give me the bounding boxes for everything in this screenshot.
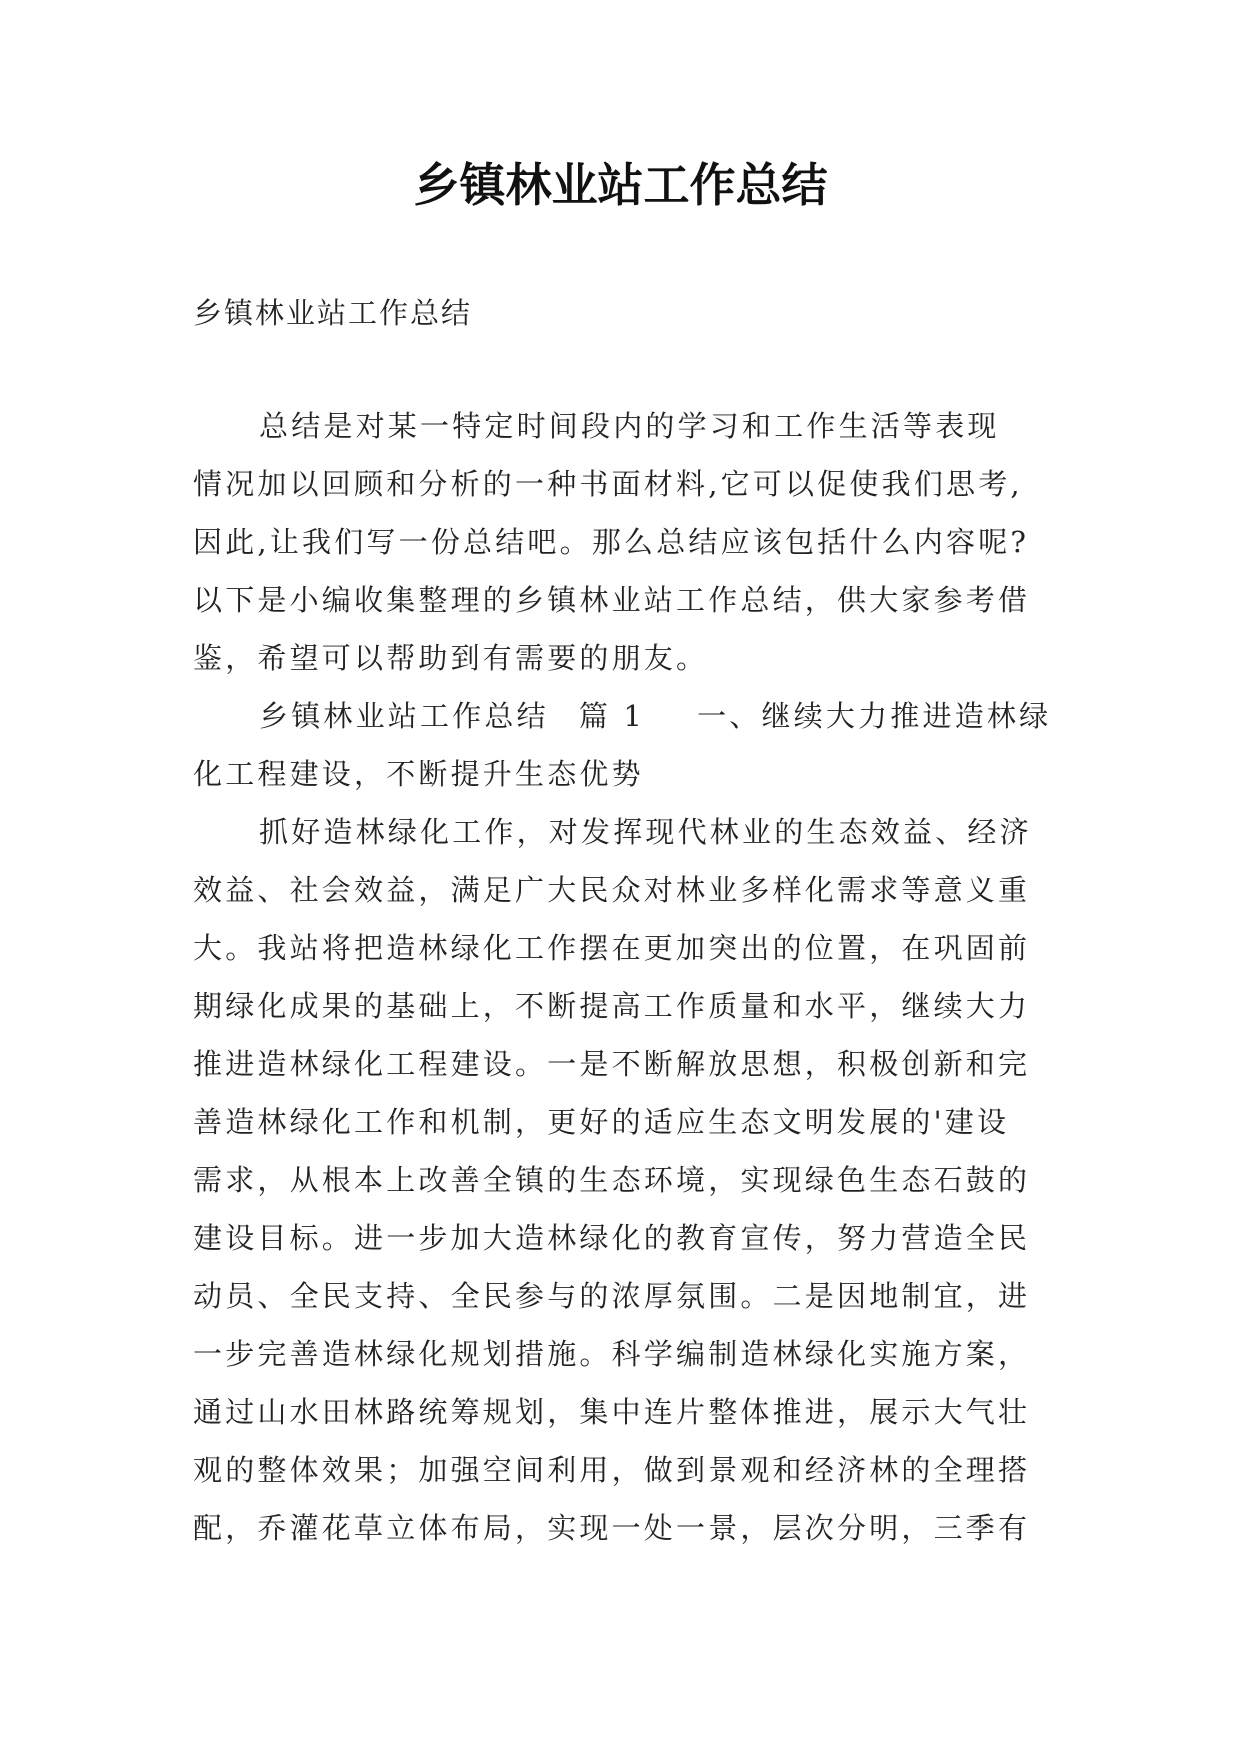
- paragraph-line: 通过山水田林路统筹规划，集中连片整体推进，展示大气壮: [193, 1395, 1031, 1429]
- document-title: 乡镇林业站工作总结: [413, 158, 828, 212]
- document-subtitle: 乡镇林业站工作总结: [193, 296, 473, 330]
- section-heading-continuation: 化工程建设，不断提升生态优势: [193, 757, 644, 791]
- paragraph-line: 抓好造林绿化工作，对发挥现代林业的生态效益、经济: [259, 815, 1032, 849]
- paragraph-line: 动员、全民支持、全民参与的浓厚氛围。二是因地制宜，进: [193, 1279, 1031, 1313]
- paragraph-line: 效益、社会效益，满足广大民众对林业多样化需求等意义重: [193, 873, 1031, 907]
- paragraph-line: 鉴，希望可以帮助到有需要的朋友。: [193, 641, 709, 675]
- section-heading-paragraph: [193, 687, 1063, 803]
- paragraph-line: 需求，从根本上改善全镇的生态环境，实现绿色生态石鼓的: [193, 1163, 1031, 1197]
- paragraph-line: 配，乔灌花草立体布局，实现一处一景，层次分明，三季有: [193, 1511, 1031, 1545]
- paragraph-line: 一步完善造林绿化规划措施。科学编制造林绿化实施方案，: [193, 1337, 1031, 1371]
- paragraph-line: 期绿化成果的基础上，不断提高工作质量和水平，继续大力: [193, 989, 1031, 1023]
- paragraph-line: 善造林绿化工作和机制，更好的适应生态文明发展的'建设: [193, 1105, 1010, 1139]
- paragraph-line: 总结是对某一特定时间段内的学习和工作生活等表现: [259, 409, 1000, 443]
- paragraph-line: 推进造林绿化工程建设。一是不断解放思想，积极创新和完: [193, 1047, 1031, 1081]
- part-title: 乡镇林业站工作总结: [259, 699, 549, 733]
- paragraph-line: 观的整体效果；加强空间利用，做到景观和经济林的全理搭: [193, 1453, 1031, 1487]
- paragraph-line: 因此,让我们写一份总结吧。那么总结应该包括什么内容呢?: [193, 525, 1030, 559]
- paragraph-line: 情况加以回顾和分析的一种书面材料,它可以促使我们思考,: [193, 467, 1023, 501]
- paragraph-line: 建设目标。进一步加大造林绿化的教育宣传，努力营造全民: [193, 1221, 1031, 1255]
- section-heading-line: [193, 687, 1063, 745]
- body-paragraph: [193, 803, 1063, 1557]
- part-label: 篇 1: [578, 699, 646, 733]
- document-body: [193, 293, 1063, 1557]
- intro-paragraph: [193, 397, 1063, 687]
- paragraph-line: 大。我站将把造林绿化工作摆在更加突出的位置，在巩固前: [193, 931, 1031, 965]
- paragraph-line: 以下是小编收集整理的乡镇林业站工作总结，供大家参考借: [193, 583, 1031, 617]
- section-heading-start: 一、继续大力推进造林绿: [697, 699, 1052, 733]
